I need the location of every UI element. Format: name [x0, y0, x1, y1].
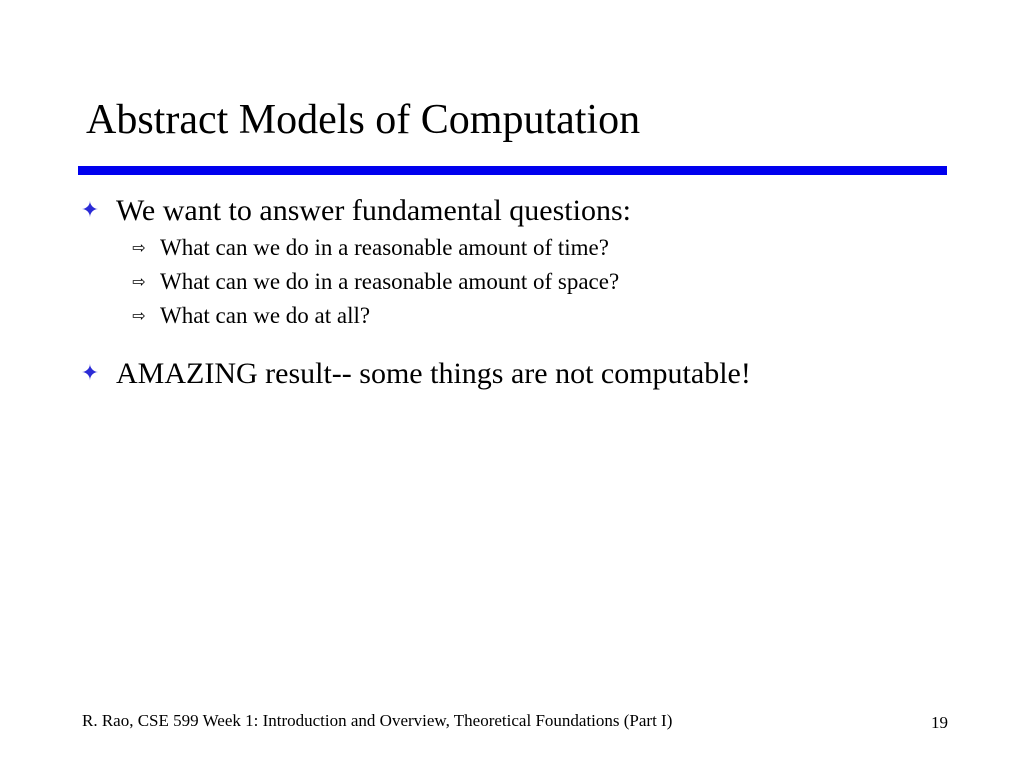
sub-bullet-1-text: What can we do in a reasonable amount of time? [160, 235, 609, 260]
sub-bullet-3-text: What can we do at all? [160, 303, 371, 328]
bullet-1-text: We want to answer fundamental questions: [116, 194, 631, 227]
four-pointed-star-icon: ✦ [80, 198, 100, 223]
right-arrow-icon: ⇨ [132, 306, 146, 325]
four-pointed-star-icon: ✦ [80, 361, 100, 386]
slide-title: Abstract Models of Computation [86, 97, 641, 143]
right-arrow-icon: ⇨ [132, 238, 146, 257]
right-arrow-icon: ⇨ [132, 272, 146, 291]
slide-footer: R. Rao, CSE 599 Week 1: Introduction and Overview, Theoretical Foundations (Part I) [82, 711, 673, 730]
bullet-2-text: AMAZING result-- some things are not computable! [116, 357, 751, 390]
page-number: 19 [931, 713, 948, 732]
sub-bullet-2-text: What can we do in a reasonable amount of space? [160, 269, 620, 294]
title-underline-rule [78, 166, 947, 175]
